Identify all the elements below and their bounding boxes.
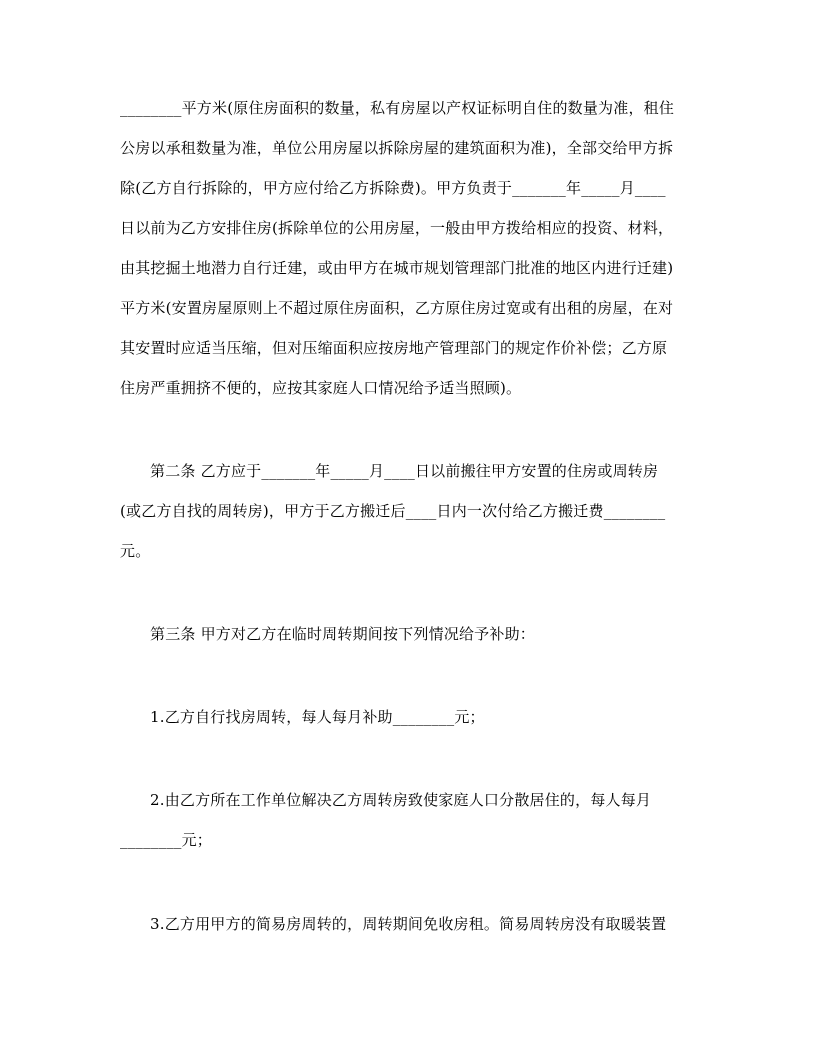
article-two-heading-line: 第二条 乙方应于_______年_____月____日以前搬往甲方安置的住房或周转房 <box>150 462 659 480</box>
paragraph-line: 由其挖掘土地潜力自行迁建，或由甲方在城市规划管理部门批准的地区内进行迁建) <box>120 259 674 277</box>
paragraph-line: 住房严重拥挤不便的，应按其家庭人口情况给予适当照顾)。 <box>120 379 522 397</box>
list-item-3: 3.乙方用甲方的简易房周转的，周转期间免收房租。简易周转房没有取暖装置 <box>150 915 667 933</box>
list-item-2: 2.由乙方所在工作单位解决乙方周转房致使家庭人口分散居住的，每人每月 <box>150 791 652 809</box>
paragraph-line: 元。 <box>120 542 151 560</box>
article-three-heading-line: 第三条 甲方对乙方在临时周转期间按下列情况给予补助： <box>150 625 535 643</box>
paragraph-line: 公房以承租数量为准，单位公用房屋以拆除房屋的建筑面积为准)，全部交给甲方拆 <box>120 139 674 157</box>
list-item-2-continuation: ________元； <box>120 831 213 849</box>
paragraph-line: 平方米(安置房屋原则上不超过原住房面积，乙方原住房过宽或有出租的房屋，在对 <box>120 299 674 317</box>
list-item-1: 1.乙方自行找房周转，每人每月补助________元； <box>150 708 485 726</box>
paragraph-line: ________平方米(原住房面积的数量，私有房屋以产权证标明自住的数量为准，租住 <box>120 99 675 117</box>
paragraph-line: 日以前为乙方安排住房(拆除单位的公用房屋，一般由甲方拨给相应的投资、材料， <box>120 219 674 237</box>
paragraph-line: (或乙方自找的周转房)，甲方于乙方搬迁后____日内一次付给乙方搬迁费________ <box>120 502 666 520</box>
paragraph-line: 除(乙方自行拆除的，甲方应付给乙方拆除费)。甲方负责于_______年_____月____ <box>120 179 666 197</box>
paragraph-line: 其安置时应适当压缩，但对压缩面积应按房地产管理部门的规定作价补偿；乙方原 <box>120 339 668 357</box>
